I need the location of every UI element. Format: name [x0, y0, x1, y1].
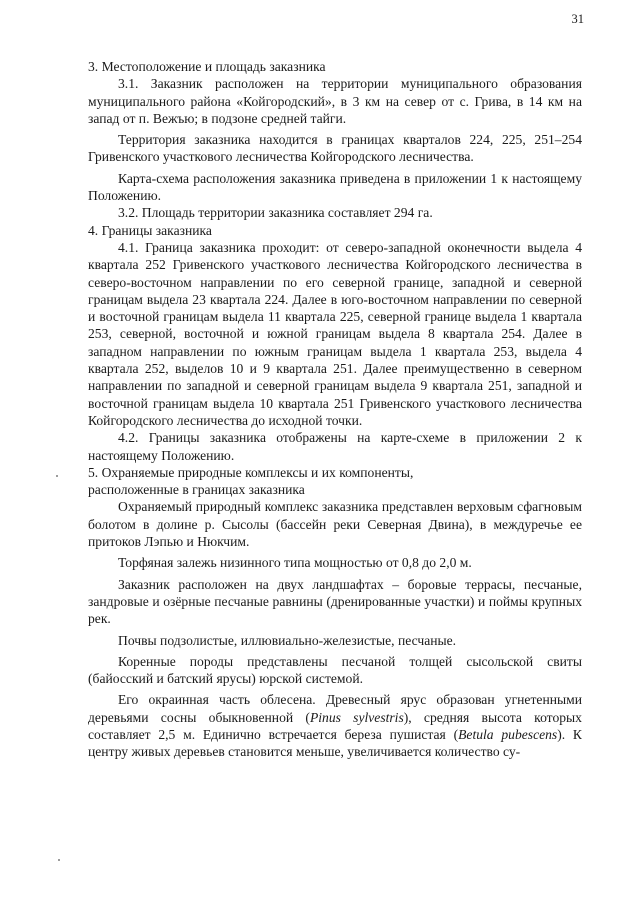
paragraph-3-1-territory: Территория заказника находится в границах кварталов 224, 225, 251–254 Гривенского участкового лесничества Койгородского лесничества.: [88, 132, 582, 165]
paragraph-5-bedrock: Коренные породы представлены песчаной толщей сысольской свиты (байосский и батский ярусы) юрской системой.: [88, 653, 582, 687]
paragraph-5-forest: [88, 691, 582, 760]
page-number: 31: [571, 12, 584, 26]
paragraph-3-1: 3.1. Заказник расположен на территории муниципального образования муниципального района «Койгородский», в 3 км на север от с. Грива, в 14 км на запад от п. Вежъю; в подзоне средней тайги.: [88, 76, 582, 126]
section-3-heading: 3. Местоположение и площадь заказника: [88, 59, 326, 74]
latin-name-pinus: Pinus sylvestris: [309, 709, 404, 725]
forest-text-2: ), средняя высота которых составляет 2,5 м. Единично встречается береза пушистая (: [88, 709, 582, 742]
section-5-heading: [88, 464, 582, 499]
paragraph-5-soils: Почвы подзолистые, иллювиально-железистые, песчаные.: [118, 632, 457, 648]
section-5-heading-line-1: 5. Охраняемые природные комплексы и их компоненты,: [88, 464, 414, 480]
document-body: [88, 58, 582, 761]
paragraph-5-complex: Охраняемый природный комплекс заказника представлен верховым сфагновым болотом в долине р. Сысолы (бассейн реки Северная Двина), в междуречье ее притоков Лэпью и Нюкчим.: [88, 499, 582, 550]
paragraph-5-peat: Торфяная залежь низинного типа мощностью от 0,8 до 2,0 м.: [118, 555, 472, 571]
latin-name-betula: Betula pubescens: [458, 726, 558, 742]
paragraph-4-2: 4.2. Границы заказника отображены на карте-схеме в приложении 2 к настоящему Положению.: [88, 430, 582, 463]
paragraph-3-1-map: Карта-схема расположения заказника приведена в приложении 1 к настоящему Положению.: [88, 170, 582, 204]
section-5-heading-line-2: расположенные в границах заказника: [88, 482, 305, 498]
paragraph-4-1: 4.1. Граница заказника проходит: от северо-западной оконечности выдела 4 квартала 252 Гривенского участкового лесничества Койгородского лесничества в северо-восточном направлении по его северной границе, западной и северной границам выдела 23 квартала 224. Далее в юго-восточном направлении по северной и восточной границам выдела 11 квартала 225, северной границе выдела 1 квартала 253, северной, восточной и южной границам выдела 8 квартала 254. Далее в западном направлении по южным границам выдела 1 квартала 253, выдела 4 квартала 252, выделов 10 и 9 квартала 251. Далее преимущественно в северном направлении по западной и северной границам выдела 9 квартала 251, западной и восточной границам выдела 10 квартала 251 Гривенского участкового лесничества Койгородского лесничества до исходной точки.: [88, 239, 582, 428]
paragraph-5-landscapes: Заказник расположен на двух ландшафтах – боровые террасы, песчаные, зандровые и озёрные песчаные равнины (дренированные участки) и поймы крупных рек.: [88, 576, 582, 627]
section-4-heading: 4. Границы заказника: [88, 222, 212, 238]
forest-text-1: Его окраинная часть облесена. Древесный ярус образован угнетенными деревьями сосны обыкновенной (: [88, 692, 582, 725]
forest-text-3: ). К центру живых деревьев становится меньше, увеличивается количество су-: [88, 726, 582, 760]
paragraph-3-2: 3.2. Площадь территории заказника составляет 294 га.: [118, 205, 433, 221]
